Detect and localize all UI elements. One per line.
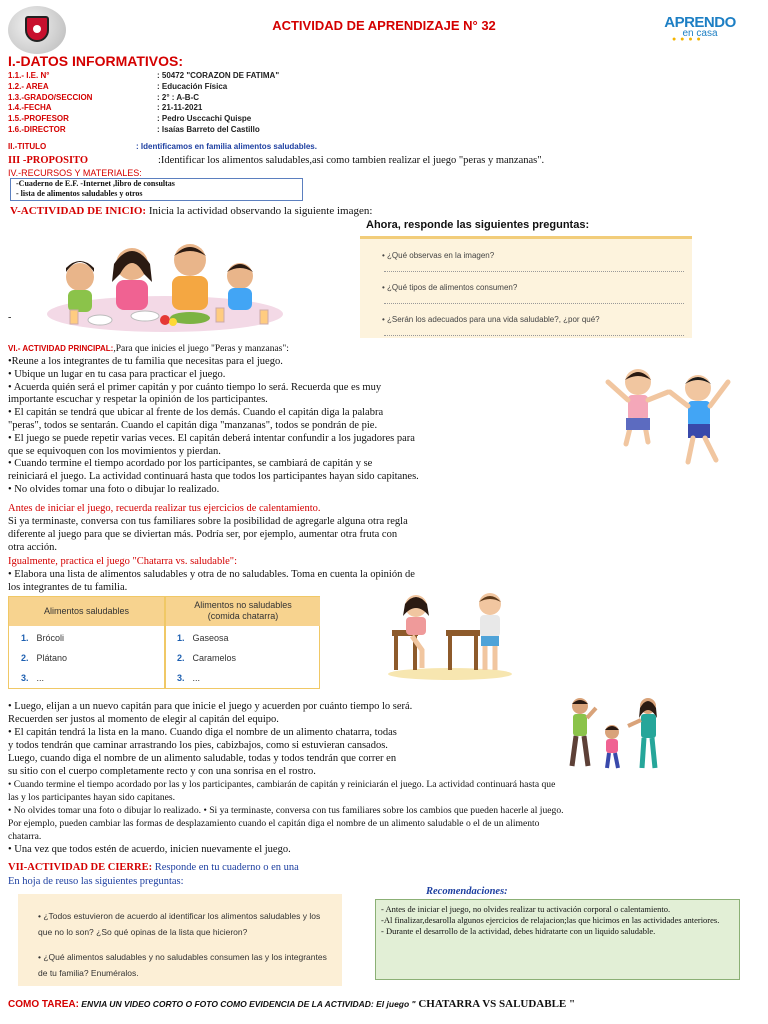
text-line: • No olvides tomar una foto o dibujar lo realizado.: [8, 484, 220, 495]
recomendaciones-title: Recomendaciones:: [426, 886, 508, 897]
table-header-saludables: Alimentos saludables: [9, 597, 164, 626]
table-header-no-saludables-line2: (comida chatarra): [207, 611, 279, 621]
table-header-no-saludables-line1: Alimentos no saludables: [194, 600, 292, 610]
titulo-label: II.-TITULO: [8, 142, 47, 151]
proposito-value: :Identificar los alimentos saludables,asi como tambien realizar el juego "peras y manzanas".: [158, 155, 545, 166]
recomendacion-item: -Al finalizar,desarolla algunos ejercicios de relajacion;las que hicimos en las actividades anteriores.: [381, 915, 720, 925]
datos-row-value: : 2° : A-B-C: [157, 92, 200, 102]
datos-row-value: : Pedro Usccachi Quispe: [157, 114, 252, 124]
table-cell-value: ...: [36, 673, 45, 683]
answer-line: [384, 335, 684, 336]
principal-heading: [8, 344, 289, 354]
brand-line2: en casa: [682, 28, 718, 39]
text-line: • No olvides tomar una foto o dibujar lo realizado. • Si ya terminaste, conversa con tus familiares sobre los cambios que pueden hacerle al juego.: [8, 805, 564, 816]
text-line: • Cuando termine el tiempo acordado por los participantes, se cambiará de capitán y se: [8, 458, 373, 470]
inicio-label: V-ACTIVIDAD DE INICIO:: [10, 205, 147, 217]
datos-row-label: 1.3.-GRADO/SECCION: [8, 92, 93, 102]
answer-line: [384, 303, 684, 304]
principal-text: ,Para que inicies el juego "Peras y manzanas":: [113, 344, 289, 354]
datos-row-value: : Educación Física: [157, 81, 228, 91]
page-title: ACTIVIDAD DE APRENDIZAJE N° 32: [272, 18, 496, 33]
text-line: reiniciará el juego. La actividad continuará hasta que todos los participantes hayan sido capitanes.: [8, 471, 419, 483]
family-walking-illustration: [560, 696, 670, 776]
cierre-hoja: En hoja de reuso las siguientes preguntas:: [8, 876, 184, 887]
datos-row-value: : 21-11-2021: [157, 103, 203, 113]
text-line: diferente al juego para que se diviertan más. Podría ser, por ejemplo, aumentar otra fruta con: [8, 528, 398, 540]
table-cell-number: 3.: [177, 673, 185, 683]
table-cell-number: 2.: [177, 653, 185, 663]
tarea-text: ENVIA UN VIDEO CORTO O FOTO COMO EVIDENCIA DE LA ACTIVIDAD: El juego ": [78, 999, 416, 1009]
inicio-questions-box: [360, 236, 692, 338]
cierre-questions-box: [18, 894, 342, 986]
brand-dots-icon: ● ● ● ●: [672, 36, 702, 43]
table-header-no-saludables: [166, 597, 320, 626]
text-line: chatarra.: [8, 831, 42, 842]
datos-row-value: : Isaías Barreto del Castillo: [157, 125, 260, 134]
cierre-question-1: • ¿Todos estuvieron de acuerdo al identificar los alimentos saludables y los que no lo son? ¿So qué opinas de la lista que hicieron?: [38, 911, 321, 937]
text-line: las y los participantes hayan sido capitanes.: [8, 792, 176, 803]
datos-row-value: : 50472 "CORAZON DE FATIMA": [157, 71, 280, 80]
text-line: • Acuerda quién será el primer capitán y por cuánto tiempo lo será. Recuerda que es muy: [8, 381, 382, 393]
text-line: Si ya terminaste, conversa con tus familiares sobre la posibilidad de agregarle alguna otra regla: [8, 516, 408, 527]
proposito-row: [8, 155, 768, 166]
datos-row-label: 1.5.-PROFESOR: [8, 114, 69, 124]
table-cell-value: Gaseosa: [192, 633, 229, 643]
datos-row-label: 1.2.- AREA: [8, 81, 49, 91]
food-table: [8, 596, 320, 689]
proposito-label: III -PROPOSITO: [8, 155, 89, 166]
table-cell: [21, 653, 67, 663]
table-cell: [177, 673, 200, 683]
text-line: • El juego se puede repetir varias veces. El capitán deberá intentar confundir a los jugadores para: [8, 432, 415, 444]
text-line: Luego, cuando diga el nombre de un alimento saludable, todas y todos tendrán que correr en: [8, 753, 397, 764]
tarea-label: COMO TAREA:: [8, 999, 79, 1010]
inicio-question-3: • ¿Serán los adecuados para una vida saludable?, ¿por qué?: [382, 315, 600, 324]
recomendacion-item: - Durante el desarrollo de la actividad, debes hidratarte con un liquido saludable.: [381, 926, 656, 936]
table-cell-number: 2.: [21, 653, 29, 663]
recursos-line1: -Cuaderno de E.F. -Internet ,libro de consultas: [16, 179, 175, 188]
kids-jumping-illustration: [598, 362, 738, 472]
recursos-label: IV.-RECURSOS Y MATERIALES:: [8, 168, 142, 178]
text-line: otra acción.: [8, 541, 57, 553]
kids-chairs-illustration: [386, 590, 514, 680]
text-line: • Luego, elijan a un nuevo capitán para que inicie el juego y acuerden por cuánto tiempo lo será.: [8, 701, 413, 712]
datos-heading: I.-DATOS INFORMATIVOS:: [8, 53, 183, 69]
recomendacion-item: - Antes de iniciar el juego, no olvides realizar tu activación corporal o calentamiento.: [381, 904, 671, 914]
table-cell-number: 3.: [21, 673, 29, 683]
table-cell-value: Brócoli: [36, 633, 65, 643]
tarea-line: [8, 998, 575, 1010]
text-line: • Cuando termine el tiempo acordado por las y los participantes, cambiarán de capitán y reiniciarán el juego. La actividad continuará hasta que: [8, 779, 556, 790]
ahora-heading: Ahora, responde las siguientes preguntas:: [366, 219, 590, 231]
answer-line: [384, 271, 684, 272]
text-line: importante escuchar y respetar la opinión de los participantes.: [8, 394, 268, 406]
text-line: su sitio con el cuerpo completamente recto y con una sonrisa en el rostro.: [8, 766, 316, 777]
datos-row-label: 1.4.-FECHA: [8, 103, 52, 113]
table-cell-value: ...: [192, 673, 201, 683]
recursos-line2: - lista de alimentos saludables y otros: [16, 189, 143, 198]
chatarra-heading: Igualmente, practica el juego "Chatarra vs. saludable":: [8, 556, 237, 567]
cierre-heading: [8, 862, 299, 873]
cierre-label: VII-ACTIVIDAD DE CIERRE:: [8, 862, 153, 873]
dash-mark: -: [8, 312, 12, 323]
datos-row-label: 1.1.- I.E. N°: [8, 71, 50, 80]
recomendaciones-box: [375, 899, 740, 980]
inicio-question-2: • ¿Qué tipos de alimentos consumen?: [382, 283, 518, 292]
text-line: • El capitán tendrá la lista en la mano. Cuando diga el nombre de un alimento chatarra, todas: [8, 727, 397, 738]
tarea-juego: CHATARRA VS SALUDABLE ": [415, 998, 576, 1010]
text-line: • Una vez que todos estén de acuerdo, inicien nuevamente el juego.: [8, 844, 291, 855]
text-line: y todos tendrán que caminar arrastrando los pies, cabizbajos, como si estuvieran cansados.: [8, 740, 388, 751]
brand-line1: APRENDO: [664, 14, 736, 31]
table-cell: [177, 653, 236, 663]
family-eating-illustration: [40, 232, 290, 337]
text-line: que se equivoquen con los movimientos y pierdan.: [8, 445, 221, 457]
text-line: los integrantes de tu familia.: [8, 581, 128, 593]
text-line: Recuerden ser justos al momento de elegir al capitán del equipo.: [8, 714, 279, 725]
principal-label: VI.- ACTIVIDAD PRINCIPAL:: [8, 344, 114, 353]
table-cell-value: Caramelos: [192, 653, 237, 663]
cierre-text: Responde en tu cuaderno o en una: [152, 862, 299, 873]
table-cell: [177, 633, 229, 643]
text-line: • Elabora una lista de alimentos saludables y otra de no saludables. Toma en cuenta la opinión de: [8, 569, 415, 580]
table-divider: [164, 597, 166, 689]
calentamiento-note: Antes de iniciar el juego, recuerda realizar tus ejercicios de calentamiento.: [8, 503, 321, 514]
table-cell-value: Plátano: [36, 653, 68, 663]
text-line: • El capitán se tendrá que ubicar al frente de los demás. Cuando el capitán diga la palabra: [8, 407, 384, 419]
titulo-row: [8, 142, 317, 151]
cierre-question-2: • ¿Qué alimentos saludables y no saludables consumen las y los integrantes de tu familia? Enuméralos.: [38, 952, 327, 978]
table-cell: [21, 673, 44, 683]
table-cell-number: 1.: [177, 633, 185, 643]
text-line: •Reune a los integrantes de tu familia que necesitas para el juego.: [8, 356, 283, 367]
text-line: • Ubique un lugar en tu casa para practicar el juego.: [8, 368, 226, 380]
table-cell: [21, 633, 64, 643]
text-line: Por ejemplo, pueden cambiar las formas de desplazamiento cuando el capitán diga el nombre de un alimento saludable o el de un alimento: [8, 818, 540, 829]
text-line: "peras", todos se sentarán. Cuando el capitán diga "manzanas", todos se pondrán de pie.: [8, 420, 378, 431]
titulo-value: : Identificamos en familia alimentos saludables.: [136, 142, 317, 151]
datos-row-label: 1.6.-DIRECTOR: [8, 125, 66, 134]
inicio-question-1: • ¿Qué observas en la imagen?: [382, 251, 495, 260]
recursos-box: [10, 178, 303, 201]
inicio-text: Inicia la actividad observando la siguiente imagen:: [146, 205, 373, 217]
table-cell-number: 1.: [21, 633, 29, 643]
aprendo-en-casa-logo: [660, 14, 740, 43]
actividad-inicio: [10, 205, 372, 217]
